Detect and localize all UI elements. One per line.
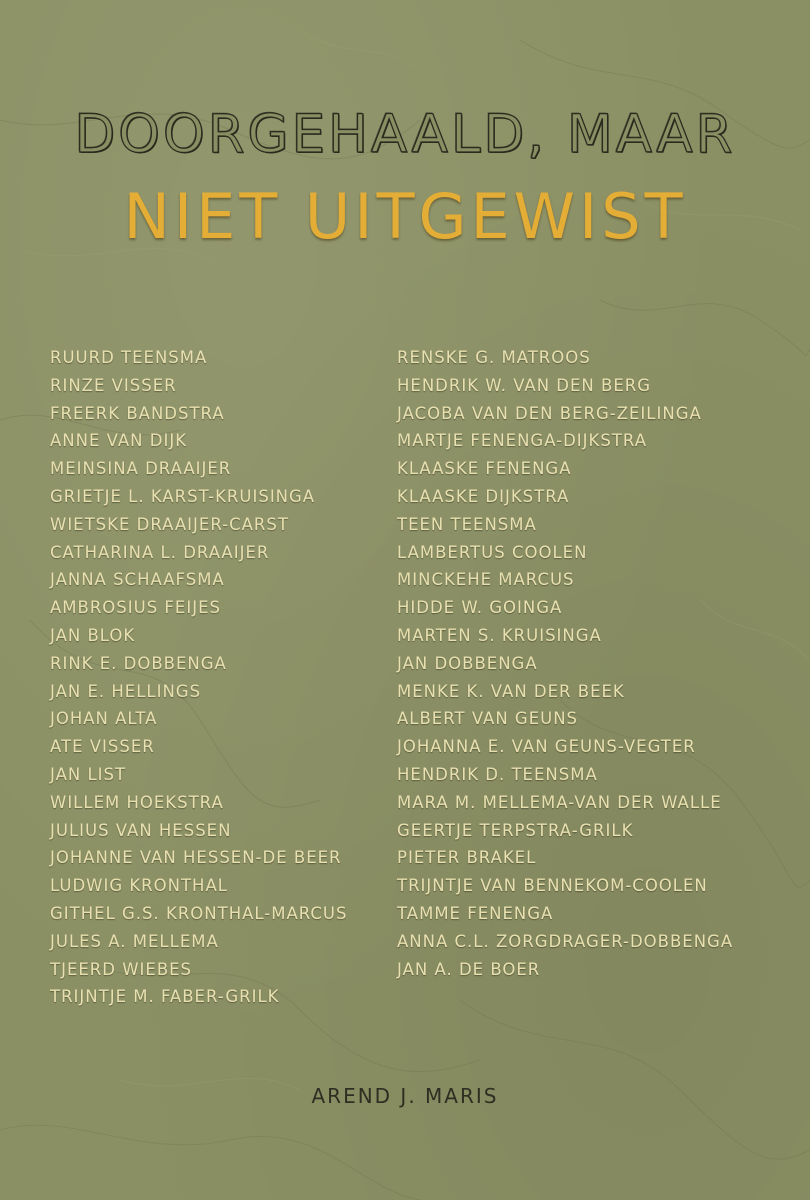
name-item: GITHEL G.S. KRONTHAL-MARCUS (50, 903, 348, 923)
name-item: LUDWIG KRONTHAL (50, 876, 228, 896)
name-item: RINK E. DOBBENGA (50, 653, 227, 673)
name-item: MEINSINA DRAAIJER (50, 459, 232, 479)
name-item: AMBROSIUS FEIJES (50, 598, 221, 618)
name-item: JOHAN ALTA (50, 709, 158, 729)
name-item: JACOBA VAN DEN BERG-ZEILINGA (397, 403, 702, 423)
name-item: JULIUS VAN HESSEN (50, 820, 232, 840)
name-item: PIETER BRAKEL (397, 848, 537, 868)
title-line-1: DOORGEHAALD, MAAR (74, 104, 736, 165)
name-item: CATHARINA L. DRAAIJER (50, 542, 270, 562)
name-item: MARTEN S. KRUISINGA (397, 625, 602, 645)
name-item: RUURD TEENSMA (50, 348, 208, 367)
name-item: MINCKEHE MARCUS (397, 570, 575, 590)
name-item: KLAASKE FENENGA (397, 459, 572, 479)
name-item: KLAASKE DIJKSTRA (397, 486, 570, 506)
name-item: JULES A. MELLEMA (50, 931, 219, 951)
name-item: LAMBERTUS COOLEN (397, 542, 588, 562)
name-item: JOHANNA E. VAN GEUNS-VEGTER (397, 737, 696, 757)
author-name: AREND J. MARIS (311, 1084, 499, 1108)
name-item: MARA M. MELLEMA-VAN DER WALLE (397, 792, 722, 812)
name-item: JAN BLOK (50, 625, 136, 645)
name-item: WIETSKE DRAAIJER-CARST (50, 514, 289, 534)
name-item: RENSKE G. MATROOS (397, 348, 591, 367)
names-column-right (397, 344, 733, 983)
name-item: MARTJE FENENGA-DIJKSTRA (397, 431, 647, 451)
names-column-left (50, 344, 347, 1011)
name-item: HENDRIK W. VAN DEN BERG (397, 375, 652, 395)
name-item: TJEERD WIEBES (50, 959, 193, 979)
name-item: JAN A. DE BOER (397, 959, 541, 979)
name-item: RINZE VISSER (50, 375, 177, 395)
name-item: TAMME FENENGA (397, 903, 554, 923)
title-line-2: NIET UITGEWIST (123, 180, 687, 253)
name-item: JANNA SCHAAFSMA (50, 570, 225, 590)
name-item: TRIJNTJE VAN BENNEKOM-COOLEN (397, 876, 708, 896)
name-item: HENDRIK D. TEENSMA (397, 764, 598, 784)
name-item: JAN LIST (50, 764, 127, 784)
name-item: FREERK BANDSTRA (50, 403, 225, 423)
name-item: TEEN TEENSMA (397, 514, 537, 534)
name-item: JAN DOBBENGA (397, 653, 538, 673)
name-item: HIDDE W. GOINGA (397, 598, 563, 618)
name-item: ANNA C.L. ZORGDRAGER-DOBBENGA (397, 931, 734, 951)
name-item: JOHANNE VAN HESSEN-DE BEER (50, 848, 342, 868)
name-item: ANNE VAN DIJK (50, 431, 188, 451)
name-item: ATE VISSER (50, 737, 155, 757)
name-item: TRIJNTJE M. FABER-GRILK (50, 987, 280, 1007)
name-item: GRIETJE L. KARST-KRUISINGA (50, 486, 316, 506)
name-item: WILLEM HOEKSTRA (50, 792, 224, 812)
name-item: MENKE K. VAN DER BEEK (397, 681, 625, 701)
name-item: GEERTJE TERPSTRA-GRILK (397, 820, 634, 840)
name-item: JAN E. HELLINGS (50, 681, 202, 701)
name-item: ALBERT VAN GEUNS (397, 709, 579, 729)
